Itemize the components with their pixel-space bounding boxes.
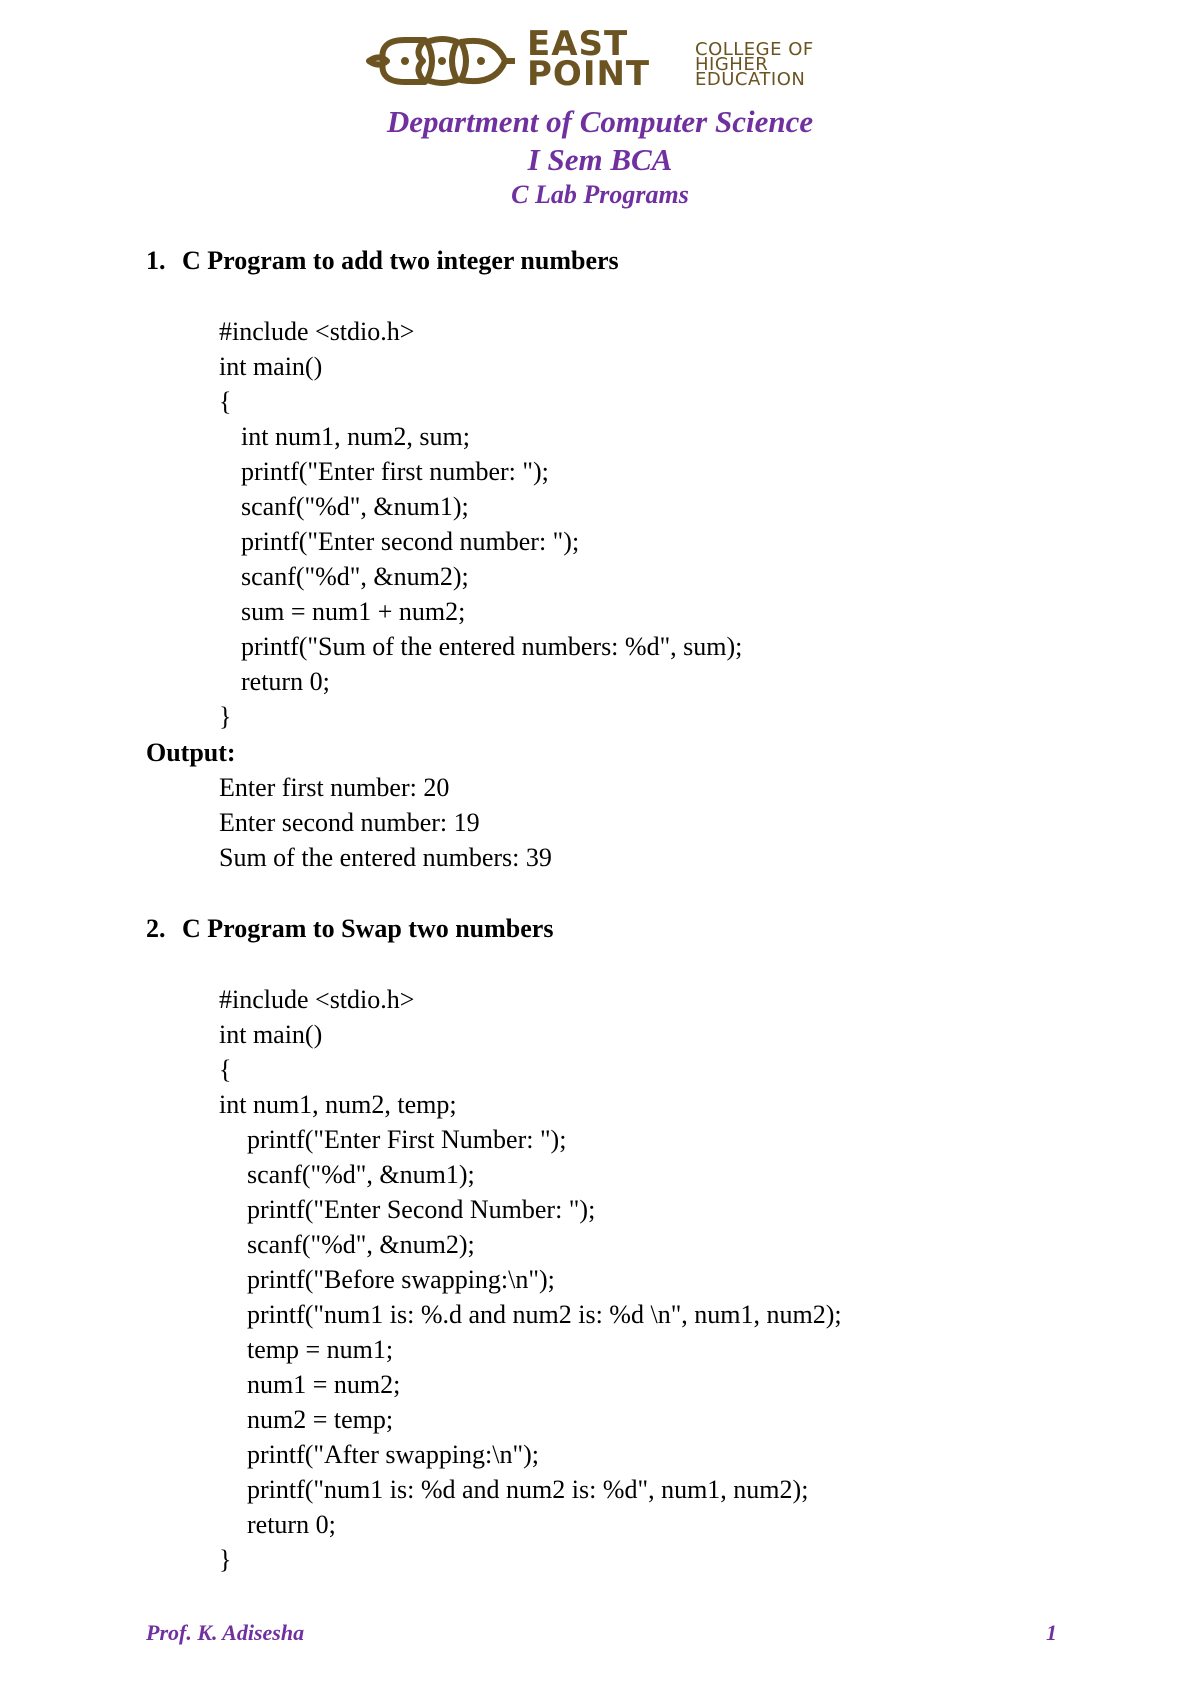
code-line: num2 = temp; [247,1405,394,1434]
code-line: printf("After swapping:\n"); [247,1440,539,1469]
code-line: printf("Enter First Number: "); [247,1125,567,1154]
footer-author: Prof. K. Adisesha [146,1620,305,1645]
code-line: printf("Enter second number: "); [241,527,580,556]
code-line: #include <stdio.h> [219,317,415,346]
code-line: scanf("%d", &num2); [241,562,469,591]
code-line: sum = num1 + num2; [241,597,466,626]
code-line: } [219,702,232,731]
course-heading: C Lab Programs [511,180,689,209]
code-line: printf("num1 is: %.d and num2 is: %d \n", num1, num2); [247,1300,842,1329]
code-line: printf("Enter Second Number: "); [247,1195,596,1224]
department-heading: Department of Computer Science [386,104,814,139]
code-line: scanf("%d", &num1); [241,492,469,521]
code-line: printf("Enter first number: "); [241,457,549,486]
program-2-number: 2. [146,914,166,943]
code-line: int num1, num2, temp; [219,1090,457,1119]
logo-tagline-3: EDUCATION [695,69,806,90]
code-line: printf("Before swapping:\n"); [247,1265,555,1294]
code-line: scanf("%d", &num2); [247,1230,475,1259]
output-label: Output: [146,738,236,767]
code-line: temp = num1; [247,1335,394,1364]
code-line: return 0; [241,667,330,696]
code-line: } [219,1545,232,1574]
code-line: #include <stdio.h> [219,985,415,1014]
output-line: Sum of the entered numbers: 39 [219,843,552,872]
logo-name-line1: EAST [527,24,629,64]
college-logo [365,24,845,94]
code-line: num1 = num2; [247,1370,401,1399]
code-line: printf("Sum of the entered numbers: %d", sum); [241,632,743,661]
code-line: int main() [219,352,323,381]
semester-heading: I Sem BCA [527,142,673,177]
program-1-title: C Program to add two integer numbers [182,246,619,275]
output-line: Enter second number: 19 [219,808,480,837]
code-line: return 0; [247,1510,336,1539]
code-line: { [219,1055,232,1084]
code-line: scanf("%d", &num1); [247,1160,475,1189]
east-point-logo-icon [365,32,517,90]
code-line: printf("num1 is: %d and num2 is: %d", num1, num2); [247,1475,809,1504]
program-1-number: 1. [146,246,166,275]
code-line: int num1, num2, sum; [241,422,470,451]
logo-tagline-2: HIGHER [695,54,769,75]
logo-name-line2: POINT [527,54,651,94]
output-line: Enter first number: 20 [219,773,450,802]
footer-page-number: 1 [1046,1620,1057,1645]
logo-tagline-1: COLLEGE OF [695,39,814,60]
program-2-title: C Program to Swap two numbers [182,914,554,943]
code-line: { [219,387,232,416]
code-line: int main() [219,1020,323,1049]
